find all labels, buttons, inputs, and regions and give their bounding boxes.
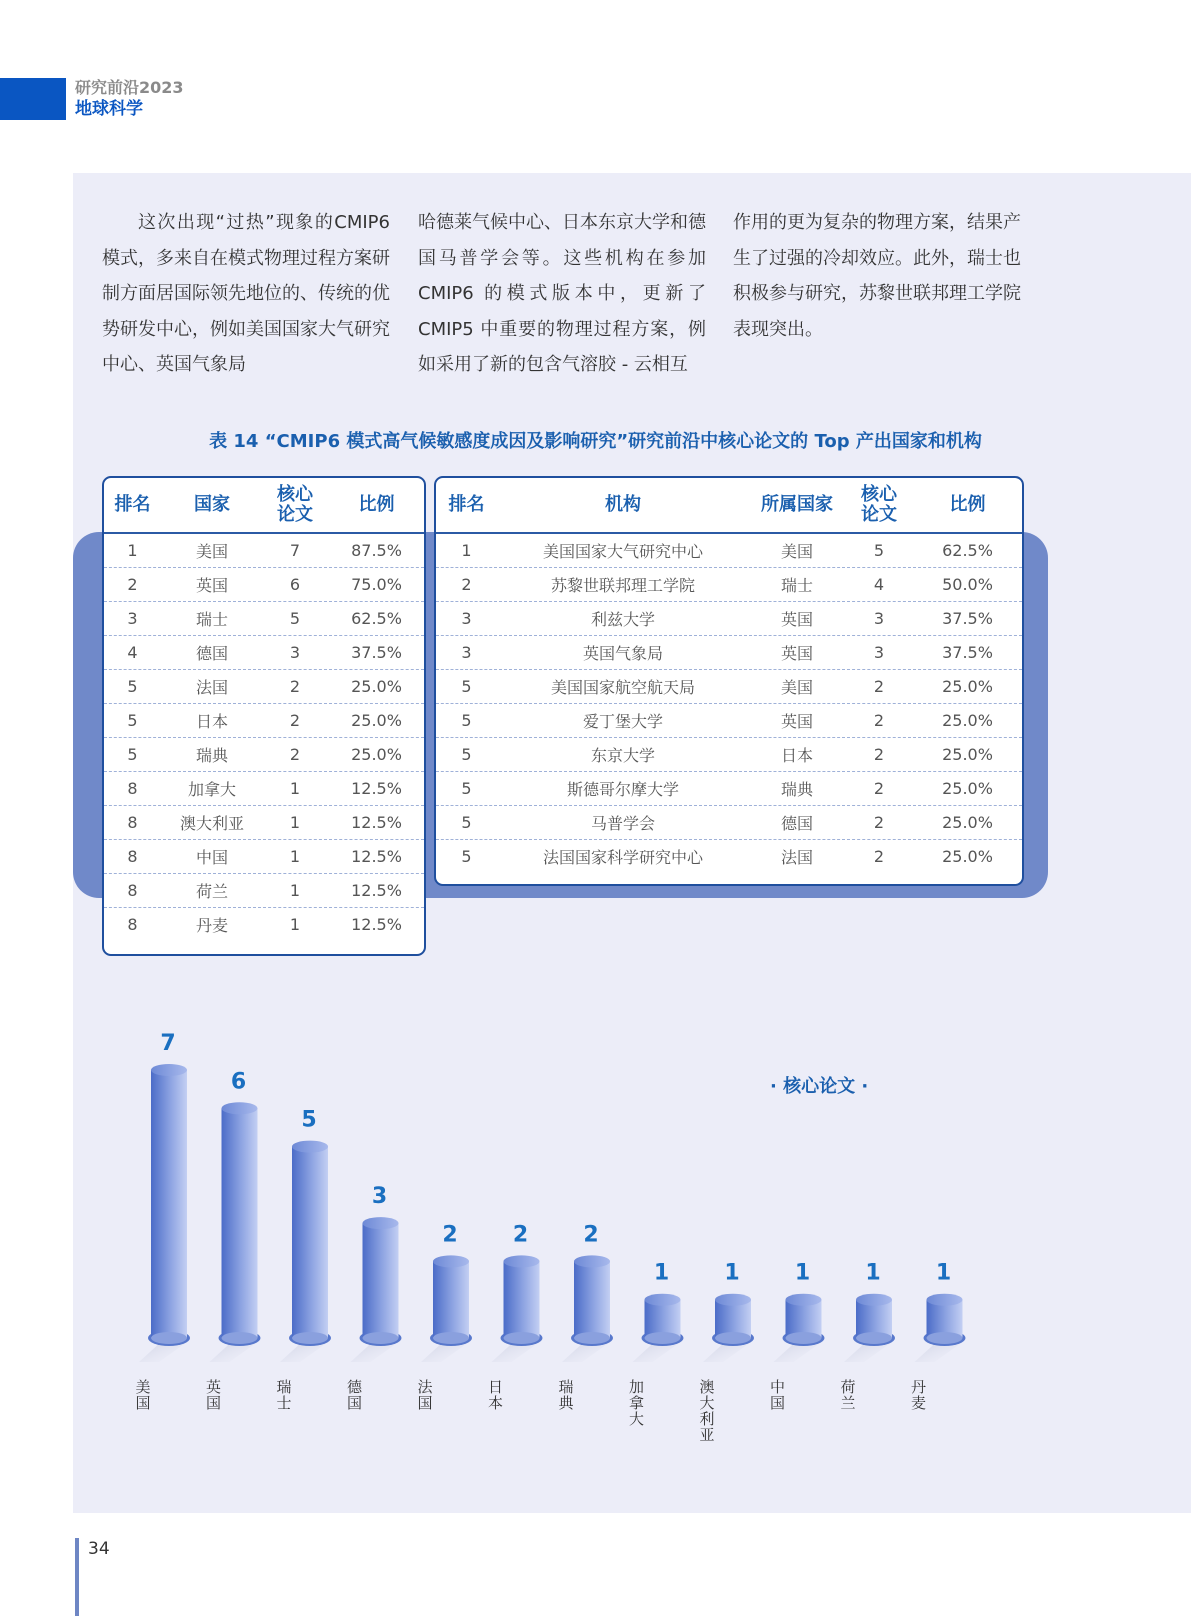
page-number-bar bbox=[75, 1538, 79, 1616]
x-tick-label: 本 bbox=[487, 1394, 504, 1412]
institution-table-cell: 5 bbox=[461, 847, 472, 866]
institution-table-cell: 日本 bbox=[748, 738, 846, 772]
bar-bottom bbox=[574, 1332, 610, 1344]
bar-value-label: 7 bbox=[160, 1031, 176, 1056]
institution-table-header-cell: 所属国家 bbox=[748, 478, 846, 533]
bar-bottom bbox=[222, 1332, 258, 1344]
bar-bottom bbox=[856, 1332, 892, 1344]
x-tick-label: 典 bbox=[558, 1394, 574, 1412]
institution-table-cell: 法国国家科学研究中心 bbox=[498, 840, 748, 874]
institution-table-cell: 50.0% bbox=[912, 568, 1022, 602]
institution-table-cell: 5 bbox=[436, 806, 498, 840]
institution-table-cell: 25.0% bbox=[912, 840, 1022, 874]
x-tick-label: 荷 bbox=[840, 1378, 856, 1396]
x-tick-label: 国 bbox=[769, 1394, 786, 1412]
bar-value-label: 2 bbox=[583, 1222, 599, 1248]
institution-table-cell: 瑞士 bbox=[748, 568, 846, 602]
country-table-cell: 加拿大 bbox=[162, 772, 262, 806]
institution-table-cell: 5 bbox=[436, 704, 498, 738]
country-table-cell: 中国 bbox=[162, 840, 262, 874]
institution-table-cell: 2 bbox=[846, 772, 912, 806]
institution-table-cell: 2 bbox=[846, 670, 912, 704]
bar-cap bbox=[574, 1255, 610, 1267]
institution-table-cell: 25.0% bbox=[912, 806, 1022, 840]
bar-bottom bbox=[645, 1332, 681, 1344]
bar-value-label: 2 bbox=[442, 1222, 458, 1248]
country-table-cell: 5 bbox=[104, 670, 162, 704]
institution-table-header-cell: 排名 bbox=[436, 478, 498, 533]
bar-cap bbox=[151, 1064, 187, 1076]
bar-cap bbox=[645, 1294, 681, 1306]
x-tick-label: 国 bbox=[135, 1394, 151, 1412]
bar-value-label: 1 bbox=[653, 1260, 670, 1286]
x-tick-label: 瑞 bbox=[276, 1378, 292, 1396]
country-table-cell: 3 bbox=[104, 602, 162, 636]
bar-cap bbox=[715, 1294, 751, 1306]
institution-table-cell: 东京大学 bbox=[498, 738, 748, 772]
institution-table-cell: 苏黎世联邦理工学院 bbox=[498, 568, 748, 602]
intro-column-2: 哈德莱气候中心、日本东京大学和德国马普学会等。这些机构在参加 CMIP6 的模式版本中，更新了CMIP5 中重要的物理过程方案，例如采用了新的包含气溶胶 - 云相互 bbox=[418, 212, 706, 375]
header-series-title: 研究前沿2023 bbox=[75, 78, 184, 97]
country-table-cell: 5 bbox=[104, 704, 162, 738]
country-table-cell: 12.5% bbox=[328, 908, 424, 942]
institution-table-header-cell: 核心 论文 bbox=[846, 478, 912, 533]
bar-cap bbox=[504, 1255, 540, 1267]
institution-table-cell: 马普学会 bbox=[498, 806, 748, 840]
country-table-header-cell: 国家 bbox=[162, 478, 262, 533]
bar-bottom bbox=[786, 1332, 822, 1344]
institution-table-cell: 美国 bbox=[748, 670, 846, 704]
institution-table-cell: 3 bbox=[436, 602, 498, 636]
institution-table-cell: 法国 bbox=[748, 840, 846, 874]
country-table-cell: 美国 bbox=[162, 533, 262, 568]
bar-bottom bbox=[927, 1332, 963, 1344]
institution-table-cell: 62.5% bbox=[912, 533, 1022, 568]
country-table-cell: 37.5% bbox=[328, 636, 424, 670]
bar-cap bbox=[786, 1294, 822, 1306]
bar-value-label: 6 bbox=[230, 1069, 247, 1095]
institution-table-cell: 2 bbox=[846, 704, 912, 738]
country-table-cell: 6 bbox=[262, 568, 328, 602]
x-tick-label: 亚 bbox=[699, 1426, 715, 1444]
bar bbox=[574, 1261, 610, 1338]
bar-cap bbox=[433, 1255, 469, 1267]
country-table-cell: 12.5% bbox=[328, 772, 424, 806]
bar bbox=[363, 1223, 399, 1338]
x-tick-label: 丹 bbox=[910, 1378, 927, 1396]
institution-table-cell: 美国国家大气研究中心 bbox=[498, 533, 748, 568]
country-table-cell: 瑞典 bbox=[162, 738, 262, 772]
institution-table-cell: 25.0% bbox=[912, 738, 1022, 772]
institution-table-cell: 25.0% bbox=[912, 670, 1022, 704]
x-tick-label: 法 bbox=[417, 1378, 433, 1396]
country-table-cell: 丹麦 bbox=[162, 908, 262, 942]
x-tick-label: 国 bbox=[346, 1394, 363, 1412]
bar-bottom bbox=[363, 1332, 399, 1344]
institution-table-cell: 3 bbox=[436, 636, 498, 670]
institution-table-cell: 利兹大学 bbox=[498, 602, 748, 636]
country-table-cell: 1 bbox=[262, 772, 328, 806]
x-tick-label: 美 bbox=[135, 1378, 151, 1396]
country-table-cell: 7 bbox=[262, 533, 328, 568]
institution-table-cell: 英国 bbox=[748, 704, 846, 738]
institution-table-header-cell: 比例 bbox=[912, 478, 1022, 533]
bar-cap bbox=[856, 1294, 892, 1306]
x-tick-label: 兰 bbox=[840, 1394, 856, 1412]
country-table-cell: 75.0% bbox=[328, 568, 424, 602]
bar bbox=[292, 1147, 328, 1338]
country-table-cell: 4 bbox=[104, 636, 162, 670]
bar bbox=[433, 1261, 469, 1338]
header-section-title: 地球科学 bbox=[75, 99, 143, 119]
country-table-cell: 澳大利亚 bbox=[162, 806, 262, 840]
x-tick-label: 澳 bbox=[699, 1378, 715, 1396]
institution-table-cell: 英国 bbox=[748, 602, 846, 636]
bar-value-label: 1 bbox=[724, 1260, 740, 1286]
country-table-cell: 12.5% bbox=[328, 806, 424, 840]
country-table-cell: 87.5% bbox=[328, 533, 424, 568]
institution-table-cell: 4 bbox=[846, 568, 912, 602]
institution-table-cell: 5 bbox=[436, 772, 498, 806]
country-table-cell: 2 bbox=[262, 738, 328, 772]
institution-table-cell: 斯德哥尔摩大学 bbox=[498, 772, 748, 806]
country-table-cell: 1 bbox=[262, 806, 328, 840]
country-table-cell: 12.5% bbox=[328, 840, 424, 874]
country-table-cell: 2 bbox=[104, 568, 162, 602]
bar-bottom bbox=[433, 1332, 469, 1344]
country-table-cell: 5 bbox=[262, 602, 328, 636]
x-tick-label: 国 bbox=[417, 1394, 433, 1412]
country-table-cell: 德国 bbox=[162, 636, 262, 670]
institution-table-cell: 1 bbox=[436, 533, 498, 568]
country-table-cell: 8 bbox=[127, 915, 138, 934]
country-table-cell: 法国 bbox=[162, 670, 262, 704]
country-table-cell: 8 bbox=[104, 772, 162, 806]
country-table-cell: 1 bbox=[104, 533, 162, 568]
country-table-cell: 25.0% bbox=[328, 670, 424, 704]
country-table-cell: 英国 bbox=[162, 568, 262, 602]
bar bbox=[504, 1261, 540, 1338]
country-table-cell: 1 bbox=[262, 908, 328, 942]
x-tick-label: 拿 bbox=[628, 1394, 645, 1412]
institution-table-cell: 2 bbox=[846, 738, 912, 772]
bar-bottom bbox=[504, 1332, 540, 1344]
institution-table-cell: 3 bbox=[846, 602, 912, 636]
x-tick-label: 中 bbox=[769, 1378, 786, 1396]
x-tick-label: 加 bbox=[628, 1378, 645, 1396]
x-tick-label: 国 bbox=[205, 1394, 222, 1412]
x-tick-label: 英 bbox=[205, 1378, 222, 1396]
bar-value-label: 1 bbox=[935, 1260, 952, 1286]
bar-cap bbox=[363, 1217, 399, 1229]
institution-table-cell: 2 bbox=[846, 806, 912, 840]
institution-table-cell: 5 bbox=[846, 533, 912, 568]
institution-table-cell: 25.0% bbox=[912, 772, 1022, 806]
bar-value-label: 2 bbox=[512, 1222, 529, 1248]
institution-table-cell: 25.0% bbox=[912, 704, 1022, 738]
x-tick-label: 大 bbox=[628, 1410, 645, 1428]
institution-table-cell: 美国 bbox=[748, 533, 846, 568]
institution-table-cell: 3 bbox=[846, 636, 912, 670]
country-table-cell: 2 bbox=[262, 670, 328, 704]
country-table-cell: 1 bbox=[262, 840, 328, 874]
bar-bottom bbox=[715, 1332, 751, 1344]
country-table-cell: 1 bbox=[262, 874, 328, 908]
bar-bottom bbox=[151, 1332, 187, 1344]
institution-table-cell: 瑞典 bbox=[748, 772, 846, 806]
bar bbox=[222, 1108, 258, 1338]
country-table-cell: 12.5% bbox=[328, 874, 424, 908]
bar-cap bbox=[927, 1294, 963, 1306]
country-table-cell: 25.0% bbox=[328, 738, 424, 772]
bar-cap bbox=[292, 1141, 328, 1153]
x-tick-label: 麦 bbox=[910, 1394, 927, 1412]
country-table-cell: 8 bbox=[104, 806, 162, 840]
x-tick-label: 日 bbox=[487, 1378, 504, 1396]
institution-table-cell: 美国国家航空航天局 bbox=[498, 670, 748, 704]
x-tick-label: 士 bbox=[276, 1394, 292, 1412]
x-tick-label: 利 bbox=[699, 1410, 715, 1428]
bar-cap bbox=[222, 1102, 258, 1114]
institution-table-cell: 2 bbox=[436, 568, 498, 602]
page-number: 34 bbox=[88, 1539, 110, 1559]
country-table-cell: 62.5% bbox=[328, 602, 424, 636]
institution-table-cell: 英国 bbox=[748, 636, 846, 670]
x-tick-label: 瑞 bbox=[558, 1378, 574, 1396]
bar-value-label: 1 bbox=[865, 1260, 881, 1286]
institution-table-header-cell: 机构 bbox=[498, 478, 748, 533]
x-tick-label: 大 bbox=[699, 1394, 715, 1412]
institution-table-cell: 2 bbox=[846, 840, 912, 874]
country-table-cell: 5 bbox=[104, 738, 162, 772]
bar-value-label: 5 bbox=[301, 1107, 317, 1133]
bar-value-label: 1 bbox=[794, 1260, 811, 1286]
country-table-cell: 3 bbox=[262, 636, 328, 670]
country-table-cell: 8 bbox=[104, 840, 162, 874]
bar bbox=[151, 1070, 187, 1338]
table-caption: 表 14 “CMIP6 模式高气候敏感度成因及影响研究”研究前沿中核心论文的 Top 产出国家和机构 bbox=[209, 431, 982, 452]
bar-bottom bbox=[292, 1332, 328, 1344]
bar-value-label: 3 bbox=[371, 1184, 388, 1210]
country-table-header-cell: 排名 bbox=[104, 478, 162, 533]
x-tick-label: 德 bbox=[346, 1378, 363, 1396]
country-table-header-cell: 比例 bbox=[328, 478, 424, 533]
country-table-cell: 日本 bbox=[162, 704, 262, 738]
country-table-cell: 2 bbox=[262, 704, 328, 738]
country-table-cell: 8 bbox=[104, 874, 162, 908]
country-table-cell: 荷兰 bbox=[162, 874, 262, 908]
institution-table-cell: 英国气象局 bbox=[498, 636, 748, 670]
institution-table-cell: 德国 bbox=[748, 806, 846, 840]
country-table-cell: 25.0% bbox=[328, 704, 424, 738]
institution-table-cell: 37.5% bbox=[912, 602, 1022, 636]
institution-table-cell: 5 bbox=[436, 670, 498, 704]
intro-column-3: 作用的更为复杂的物理方案，结果产生了过强的冷却效应。此外，瑞士也积极参与研究，苏黎世联邦理工学院表现突出。 bbox=[733, 212, 1021, 340]
intro-column-1: 这次出现“过热”现象的CMIP6模式，多来自在模式物理过程方案研制方面居国际领先地位的、传统的优势研发中心，例如美国国家大气研究中心、英国气象局 bbox=[102, 212, 390, 375]
country-table-header-cell: 核心 论文 bbox=[262, 478, 328, 533]
country-table-cell: 瑞士 bbox=[162, 602, 262, 636]
chart-legend: · 核心论文 · bbox=[770, 1076, 869, 1097]
institution-table-cell: 37.5% bbox=[912, 636, 1022, 670]
institution-table-cell: 爱丁堡大学 bbox=[498, 704, 748, 738]
institution-table-cell: 5 bbox=[436, 738, 498, 772]
